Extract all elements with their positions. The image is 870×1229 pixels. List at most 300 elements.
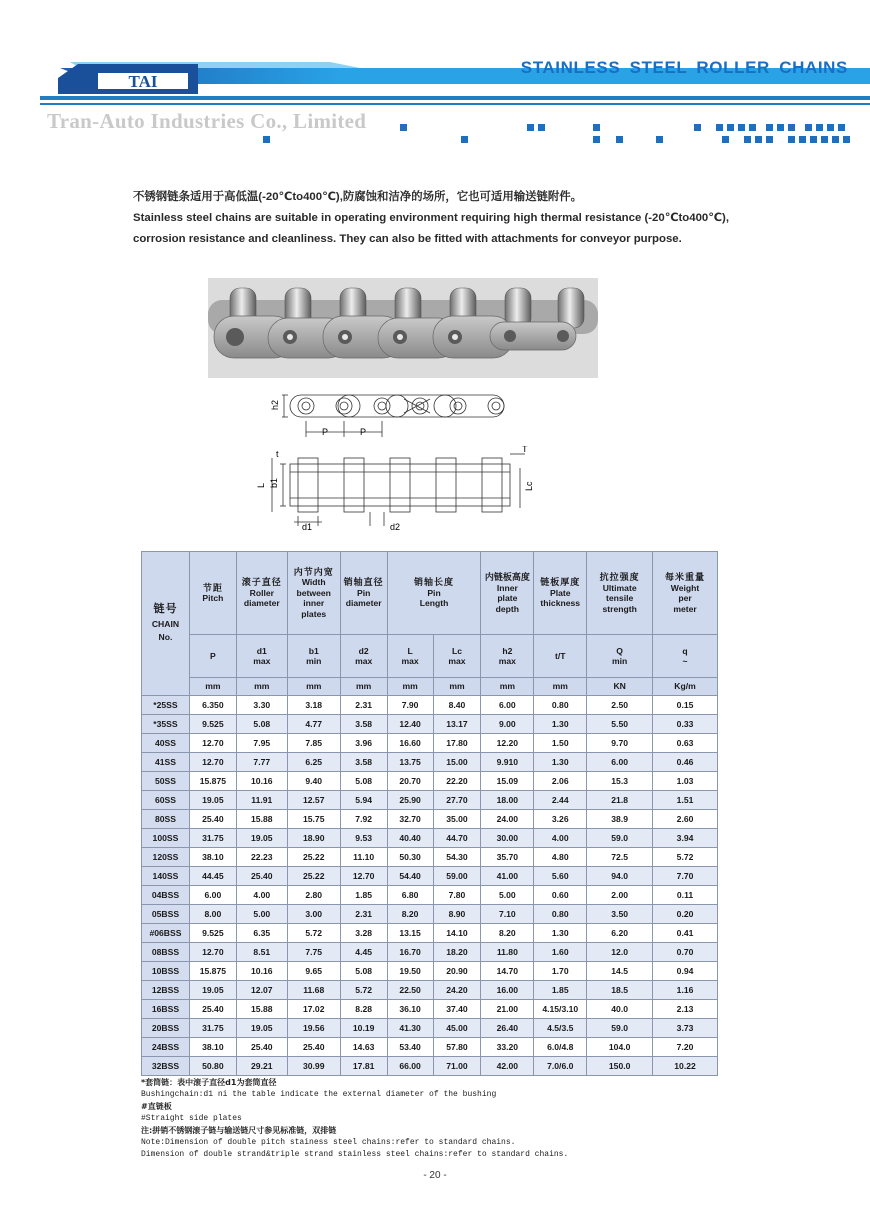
chain-number-cell: 04BSS [142,886,190,905]
table-cell: 22.20 [433,772,481,791]
table-cell: 18.90 [287,829,340,848]
unit-cell: mm [189,678,236,696]
table-cell: 31.75 [189,829,236,848]
unit-cell: mm [534,678,587,696]
table-cell: 17.02 [287,1000,340,1019]
table-cell: 9.40 [287,772,340,791]
table-cell: 12.70 [189,753,236,772]
header-rule-thin [40,103,870,105]
table-cell: 12.20 [481,734,534,753]
table-cell: 0.33 [653,715,718,734]
table-row [142,734,718,753]
footnotes [141,1077,568,1161]
table-cell: 1.60 [534,943,587,962]
svg-text:b1: b1 [269,477,279,488]
table-cell: 38.10 [189,848,236,867]
table-row [142,1019,718,1038]
table-cell: 3.96 [340,734,387,753]
note-strand-en: Dimension of double strand&triple strand stainless steel chains:refer to standard chains. [141,1150,569,1159]
note-straight-cn: #直链板 [141,1102,172,1111]
intro-line-en-2: corrosion resistance and cleanliness. They can also be fitted with attachments for conveyor purpose. [133,233,682,245]
chain-plan-view-drawing [250,446,550,531]
table-cell: 0.20 [653,905,718,924]
table-cell: 7.95 [236,734,287,753]
table-cell: 4.45 [340,943,387,962]
header-tensile-strength: 抗拉强度 Ultimate tensile strength [587,552,653,635]
chain-number-cell: 60SS [142,791,190,810]
chain-number-cell: 80SS [142,810,190,829]
table-cell: 40.40 [387,829,433,848]
table-cell: 16.00 [481,981,534,1000]
table-cell: 22.23 [236,848,287,867]
table-cell: 2.80 [287,886,340,905]
table-cell: 30.99 [287,1057,340,1076]
table-cell: 10.22 [653,1057,718,1076]
table-cell: 2.50 [587,696,653,715]
svg-text:h2: h2 [270,399,280,410]
table-cell: 7.0/6.0 [534,1057,587,1076]
table-cell: 25.40 [236,867,287,886]
table-cell: 7.20 [653,1038,718,1057]
header-pin-length: 销轴长度 Pin Length [387,552,481,635]
table-cell: 44.70 [433,829,481,848]
table-cell: 12.70 [189,734,236,753]
unit-cell: mm [287,678,340,696]
symbol-cell: t/T [534,635,587,678]
intro-line-cn: 不锈钢链条适用于高低温(-20℃to400℃),防腐蚀和洁净的场所，它也可适用输送链附件。 [133,191,583,203]
tai-logo [58,64,198,94]
table-cell: 12.40 [387,715,433,734]
table-cell: 3.58 [340,715,387,734]
table-row [142,1038,718,1057]
table-cell: 6.00 [481,696,534,715]
table-cell: 8.90 [433,905,481,924]
table-cell: 13.15 [387,924,433,943]
page-title: STAINLESS STEEL ROLLER CHAINS [520,58,848,77]
table-cell: 59.00 [433,867,481,886]
table-cell: 16.70 [387,943,433,962]
unit-cell: Kg/m [653,678,718,696]
table-cell: 15.09 [481,772,534,791]
table-cell: 2.44 [534,791,587,810]
table-cell: 0.15 [653,696,718,715]
table-cell: 8.28 [340,1000,387,1019]
svg-text:P: P [360,427,367,437]
table-cell: 18.00 [481,791,534,810]
table-cell: 15.875 [189,962,236,981]
table-cell: 32.70 [387,810,433,829]
table-cell: 25.22 [287,848,340,867]
table-cell: 38.9 [587,810,653,829]
table-cell: 10.16 [236,772,287,791]
header-weight-per-meter: 每米重量 Weight per meter [653,552,718,635]
table-cell: 66.00 [387,1057,433,1076]
chain-number-cell: 41SS [142,753,190,772]
table-cell: 6.350 [189,696,236,715]
table-cell: 15.75 [287,810,340,829]
table-cell: 4.5/3.5 [534,1019,587,1038]
note-dimension-cn: 注:拼销不锈钢滚子链与输送链尺寸参见标准链，双排链 [141,1126,337,1135]
svg-text:TAI: TAI [128,72,158,91]
table-cell: 19.56 [287,1019,340,1038]
chain-number-cell: 10BSS [142,962,190,981]
table-cell: 5.00 [481,886,534,905]
table-cell: 5.94 [340,791,387,810]
table-cell: 1.16 [653,981,718,1000]
table-cell: 3.28 [340,924,387,943]
table-cell: 2.00 [587,886,653,905]
table-row [142,810,718,829]
table-cell: 9.525 [189,715,236,734]
table-cell: 0.46 [653,753,718,772]
table-cell: 41.00 [481,867,534,886]
table-cell: 2.31 [340,696,387,715]
table-cell: 2.31 [340,905,387,924]
chain-number-cell: *25SS [142,696,190,715]
table-cell: 38.10 [189,1038,236,1057]
header-roller-diameter: 滚子直径 Roller diameter [236,552,287,635]
table-cell: 72.5 [587,848,653,867]
table-cell: 15.88 [236,1000,287,1019]
table-cell: 2.60 [653,810,718,829]
table-row [142,1000,718,1019]
table-cell: 7.77 [236,753,287,772]
table-cell: 2.13 [653,1000,718,1019]
table-cell: 12.0 [587,943,653,962]
table-cell: 3.94 [653,829,718,848]
table-cell: 10.16 [236,962,287,981]
table-cell: 9.70 [587,734,653,753]
note-dimension-en: Note:Dimension of double pitch stainess steel chains:refer to standard chains. [141,1138,516,1147]
table-cell: 59.0 [587,829,653,848]
table-row [142,924,718,943]
table-cell: 40.0 [587,1000,653,1019]
table-row [142,943,718,962]
table-cell: 8.20 [481,924,534,943]
table-cell: 42.00 [481,1057,534,1076]
table-cell: 54.40 [387,867,433,886]
table-cell: 5.60 [534,867,587,886]
table-cell: 11.91 [236,791,287,810]
table-cell: 7.10 [481,905,534,924]
table-row [142,829,718,848]
table-cell: 6.80 [387,886,433,905]
svg-text:Lc: Lc [524,481,534,491]
table-cell: 30.00 [481,829,534,848]
table-cell: 45.00 [433,1019,481,1038]
symbol-cell: b1 min [287,635,340,678]
unit-cell: mm [387,678,433,696]
table-row [142,791,718,810]
table-cell: 12.57 [287,791,340,810]
symbol-cell: q ~ [653,635,718,678]
table-cell: 1.30 [534,924,587,943]
table-cell: 5.00 [236,905,287,924]
table-cell: 21.00 [481,1000,534,1019]
chain-number-cell: *35SS [142,715,190,734]
table-cell: 1.70 [534,962,587,981]
table-cell: 3.30 [236,696,287,715]
table-cell: 50.80 [189,1057,236,1076]
chain-number-cell: 100SS [142,829,190,848]
svg-text:t: t [276,449,279,459]
table-row [142,715,718,734]
chain-number-cell: 12BSS [142,981,190,1000]
header-pin-diameter: 销轴直径 Pin diameter [340,552,387,635]
table-cell: 25.90 [387,791,433,810]
table-cell: 25.22 [287,867,340,886]
table-cell: 0.80 [534,905,587,924]
chain-number-cell: #06BSS [142,924,190,943]
table-cell: 44.45 [189,867,236,886]
header-inner-plate-depth: 内链板高度 Inner plate depth [481,552,534,635]
unit-cell: mm [433,678,481,696]
table-cell: 4.15/3.10 [534,1000,587,1019]
table-cell: 35.00 [433,810,481,829]
symbol-cell: d2 max [340,635,387,678]
table-cell: 7.85 [287,734,340,753]
table-cell: 19.05 [236,829,287,848]
chain-side-view-drawing [268,385,538,443]
table-row [142,696,718,715]
table-cell: 150.0 [587,1057,653,1076]
table-cell: 24.20 [433,981,481,1000]
table-cell: 19.50 [387,962,433,981]
table-cell: 7.92 [340,810,387,829]
table-cell: 1.30 [534,715,587,734]
table-cell: 1.85 [340,886,387,905]
table-cell: 0.11 [653,886,718,905]
chain-photo [208,278,598,378]
unit-cell: mm [340,678,387,696]
svg-text:P: P [322,427,329,437]
table-cell: 19.05 [236,1019,287,1038]
table-cell: 6.20 [587,924,653,943]
table-cell: 15.00 [433,753,481,772]
table-cell: 8.40 [433,696,481,715]
table-cell: 6.35 [236,924,287,943]
table-cell: 6.00 [587,753,653,772]
svg-text:L: L [256,482,266,488]
table-cell: 20.90 [433,962,481,981]
table-cell: 24.00 [481,810,534,829]
table-row [142,772,718,791]
svg-text:d2: d2 [390,522,401,531]
intro-text [133,187,833,250]
table-cell: 16.60 [387,734,433,753]
company-name: Tran-Auto Industries Co., Limited [47,109,367,133]
table-cell: 4.77 [287,715,340,734]
note-bushing-cn: *套筒链：表中滚子直径d1为套筒直径 [141,1078,277,1087]
chain-number-cell: 05BSS [142,905,190,924]
table-cell: 2.06 [534,772,587,791]
table-cell: 14.63 [340,1038,387,1057]
symbol-cell: P [189,635,236,678]
table-cell: 3.58 [340,753,387,772]
table-cell: 35.70 [481,848,534,867]
table-cell: 12.70 [189,943,236,962]
table-cell: 26.40 [481,1019,534,1038]
table-cell: 8.20 [387,905,433,924]
svg-text:d1: d1 [302,522,313,531]
table-cell: 19.05 [189,791,236,810]
table-row [142,867,718,886]
table-cell: 25.40 [287,1038,340,1057]
table-row [142,962,718,981]
table-cell: 12.07 [236,981,287,1000]
table-cell: 25.40 [236,1038,287,1057]
table-cell: 71.00 [433,1057,481,1076]
table-cell: 1.51 [653,791,718,810]
intro-line-en-1: Stainless steel chains are suitable in operating environment requiring high thermal resistance (-20℃to400℃), [133,212,730,224]
table-cell: 8.00 [189,905,236,924]
table-cell: 1.85 [534,981,587,1000]
table-cell: 5.50 [587,715,653,734]
chain-number-cell: 20BSS [142,1019,190,1038]
svg-text:T: T [522,446,528,454]
table-cell: 11.80 [481,943,534,962]
table-cell: 9.00 [481,715,534,734]
table-cell: 10.19 [340,1019,387,1038]
table-row [142,905,718,924]
table-cell: 13.17 [433,715,481,734]
table-cell: 29.21 [236,1057,287,1076]
header-rule-thick [40,96,870,100]
chain-number-cell: 32BSS [142,1057,190,1076]
table-cell: 14.5 [587,962,653,981]
table-cell: 20.70 [387,772,433,791]
table-cell: 27.70 [433,791,481,810]
table-cell: 5.72 [340,981,387,1000]
chain-number-cell: 40SS [142,734,190,753]
table-cell: 94.0 [587,867,653,886]
table-cell: 5.72 [653,848,718,867]
table-cell: 0.41 [653,924,718,943]
table-cell: 17.81 [340,1057,387,1076]
header-plate-thickness: 链板厚度 Plate thickness [534,552,587,635]
table-cell: 5.08 [236,715,287,734]
unit-row [142,678,718,696]
symbol-cell: Lc max [433,635,481,678]
table-cell: 4.00 [534,829,587,848]
table-cell: 0.70 [653,943,718,962]
table-cell: 13.75 [387,753,433,772]
table-cell: 21.8 [587,791,653,810]
table-cell: 0.80 [534,696,587,715]
header-pitch: 节距 Pitch [189,552,236,635]
chain-spec-table [141,551,718,1076]
table-cell: 9.910 [481,753,534,772]
table-cell: 11.68 [287,981,340,1000]
table-cell: 6.00 [189,886,236,905]
table-cell: 7.75 [287,943,340,962]
table-cell: 59.0 [587,1019,653,1038]
table-cell: 7.90 [387,696,433,715]
table-cell: 14.10 [433,924,481,943]
table-cell: 6.25 [287,753,340,772]
table-cell: 41.30 [387,1019,433,1038]
table-row [142,886,718,905]
table-cell: 3.00 [287,905,340,924]
table-cell: 6.0/4.8 [534,1038,587,1057]
symbol-row [142,635,718,678]
table-cell: 50.30 [387,848,433,867]
chain-number-cell: 50SS [142,772,190,791]
chain-number-cell: 08BSS [142,943,190,962]
table-cell: 3.50 [587,905,653,924]
table-cell: 7.70 [653,867,718,886]
table-cell: 15.88 [236,810,287,829]
table-cell: 1.03 [653,772,718,791]
symbol-cell: h2 max [481,635,534,678]
table-cell: 25.40 [189,810,236,829]
table-row [142,848,718,867]
symbol-cell: L max [387,635,433,678]
table-row [142,981,718,1000]
unit-cell: mm [481,678,534,696]
table-cell: 0.63 [653,734,718,753]
table-cell: 3.73 [653,1019,718,1038]
symbol-cell: Q min [587,635,653,678]
table-row [142,1057,718,1076]
chain-number-cell: 16BSS [142,1000,190,1019]
table-cell: 17.80 [433,734,481,753]
header-chain-no: 链号 CHAIN No. [142,552,190,696]
table-cell: 1.30 [534,753,587,772]
table-cell: 15.3 [587,772,653,791]
table-cell: 5.08 [340,962,387,981]
table-cell: 19.05 [189,981,236,1000]
table-cell: 3.26 [534,810,587,829]
note-straight-en: #Straight side plates [141,1114,242,1123]
table-cell: 31.75 [189,1019,236,1038]
chain-number-cell: 24BSS [142,1038,190,1057]
table-cell: 5.08 [340,772,387,791]
unit-cell: KN [587,678,653,696]
unit-cell: mm [236,678,287,696]
table-cell: 18.5 [587,981,653,1000]
table-cell: 9.53 [340,829,387,848]
table-cell: 1.50 [534,734,587,753]
table-cell: 57.80 [433,1038,481,1057]
table-cell: 12.70 [340,867,387,886]
chain-number-cell: 120SS [142,848,190,867]
table-cell: 37.40 [433,1000,481,1019]
table-cell: 5.72 [287,924,340,943]
table-cell: 104.0 [587,1038,653,1057]
table-cell: 8.51 [236,943,287,962]
table-cell: 9.65 [287,962,340,981]
table-cell: 7.80 [433,886,481,905]
table-cell: 15.875 [189,772,236,791]
table-cell: 4.80 [534,848,587,867]
table-cell: 36.10 [387,1000,433,1019]
table-cell: 22.50 [387,981,433,1000]
page-number: - 20 - [423,1170,447,1181]
chain-number-cell: 140SS [142,867,190,886]
table-cell: 3.18 [287,696,340,715]
symbol-cell: d1 max [236,635,287,678]
table-row [142,753,718,772]
table-cell: 11.10 [340,848,387,867]
table-cell: 9.525 [189,924,236,943]
table-cell: 4.00 [236,886,287,905]
table-cell: 0.94 [653,962,718,981]
table-cell: 18.20 [433,943,481,962]
table-cell: 54.30 [433,848,481,867]
table-cell: 25.40 [189,1000,236,1019]
table-cell: 0.60 [534,886,587,905]
